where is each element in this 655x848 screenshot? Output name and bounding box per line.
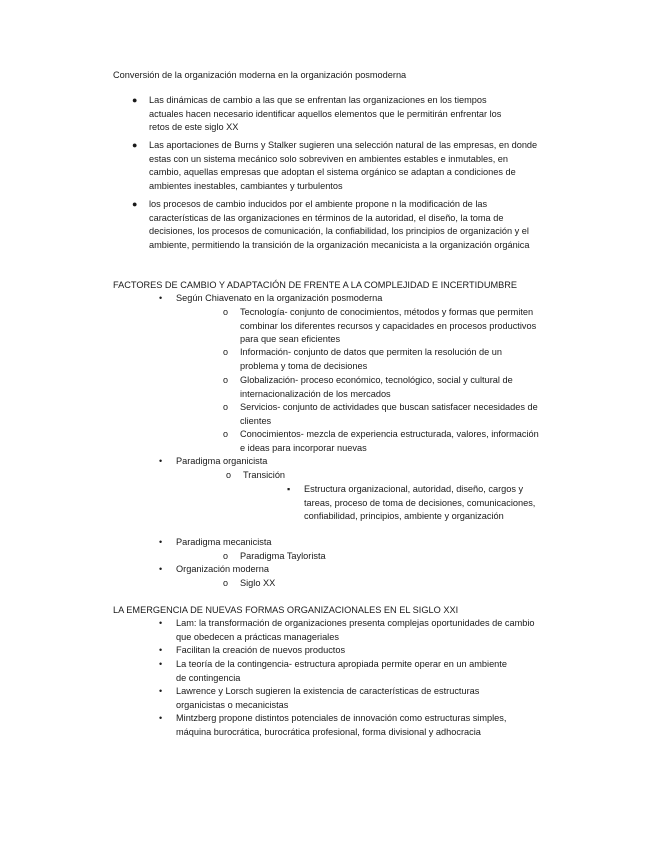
list-item [176,712,521,739]
list-item [304,483,542,524]
list-item [176,685,516,712]
list-item-text: los procesos de cambio inducidos por el ambiente propone n la modificación de las características de las organizaciones en términos de la autoridad, el diseño, la toma de decisiones, los procesos de comunicación, la confiabilidad, los principios de organización y el ambiente, permitiendo la transición de la organización mecanicista a la organización orgánica [149,199,530,250]
page-title: Conversión de la organización moderna en la organización posmoderna [113,70,407,80]
list-item-text: Según Chiavenato en la organización posmoderna [176,293,383,303]
bullet-icon [223,346,228,360]
list-item-text: Lawrence y Lorsch sugieren la existencia de características de estructuras organicistas o mecanicistas [176,686,480,710]
list-item-text: Paradigma organicista [176,456,268,466]
bullet-icon [223,577,228,591]
bullet-icon [159,685,162,699]
section-heading: FACTORES DE CAMBIO Y ADAPTACIÓN DE FRENTE A LA COMPLEJIDAD E INCERTIDUMBRE [113,280,517,290]
list-item-text: Estructura organizacional, autoridad, diseño, cargos y tareas, proceso de toma de decisiones, comunicaciones, confiabilidad, principios, ambiente y organización [304,484,536,522]
list-item-text: Mintzberg propone distintos potenciales de innovación como estructuras simples, máquina burocrática, burocrática profesional, forma divisional y adhocracia [176,713,507,737]
bullet-icon [159,644,162,658]
list-item [240,401,540,428]
list-item [176,292,476,306]
list-item-text: Organización moderna [176,564,269,574]
list-item [240,550,440,564]
list-item-text: Facilitan la creación de nuevos productos [176,645,346,655]
bullet-icon [159,455,162,469]
bullet-icon [287,483,290,497]
bullet-icon [159,536,162,550]
list-item [149,139,542,193]
list-item-text: Lam: la transformación de organizaciones presenta complejas oportunidades de cambio que obedecen a prácticas manageriales [176,618,535,642]
bullet-icon [132,139,137,153]
bullet-icon [223,550,228,564]
list-item-text: Siglo XX [240,578,276,588]
list-item-text: La teoría de la contingencia- estructura apropiada permite operar en un ambiente de contingencia [176,659,507,683]
list-item-text: Paradigma mecanicista [176,537,272,547]
bullet-icon [159,658,162,672]
bullet-icon [159,617,162,631]
list-item [176,563,476,577]
list-item-text: Servicios- conjunto de actividades que buscan satisfacer necesidades de clientes [240,402,538,426]
list-item-text: Tecnología- conjunto de conocimientos, métodos y formas que permiten combinar los diferentes recursos y capacidades en procesos productivos para que sean eficientes [240,307,537,345]
list-item [240,577,440,591]
list-item-text: Transición [243,470,286,480]
bullet-icon [132,94,137,108]
bullet-icon [132,198,137,212]
list-item-text: Conocimientos- mezcla de experiencia estructurada, valores, información e ideas para incorporar nuevas [240,429,539,453]
list-item [176,617,541,644]
list-item-text: Las aportaciones de Burns y Stalker sugieren una selección natural de las empresas, en donde estas con un sistema mecánico solo sobreviven en ambientes estables e inmutables, en cambio, aquellas empresas que adoptan el sistema orgánico se adaptan a condiciones de ambientes inestables, cambiantes y turbulentos [149,140,538,191]
bullet-icon [223,401,228,415]
list-item-text: Las dinámicas de cambio a las que se enfrentan las organizaciones en los tiempos actuales hacen necesario identificar aquellos elementos que le permitirán enfrentar los retos de este siglo XX [149,95,502,133]
list-item [240,428,540,455]
bullet-icon [226,469,231,483]
list-item-text: Información- conjunto de datos que permiten la resolución de un problema y toma de decisiones [240,347,503,371]
list-item [243,469,443,483]
list-item [240,374,542,401]
list-item [176,536,476,550]
list-item-text: Globalización- proceso económico, tecnológico, social y cultural de internacionalización de los mercados [240,375,513,399]
list-item [149,94,521,135]
list-item [149,198,542,252]
list-item [240,346,540,373]
bullet-icon [159,712,162,726]
list-item [176,658,512,685]
bullet-icon [223,306,228,320]
list-item-text: Paradigma Taylorista [240,551,326,561]
bullet-icon [159,292,162,306]
bullet-icon [223,428,228,442]
list-item [240,306,540,347]
bullet-icon [159,563,162,577]
list-item [176,455,476,469]
bullet-icon [223,374,228,388]
list-item [176,644,541,658]
section-heading: LA EMERGENCIA DE NUEVAS FORMAS ORGANIZACIONALES EN EL SIGLO XXI [113,605,459,615]
